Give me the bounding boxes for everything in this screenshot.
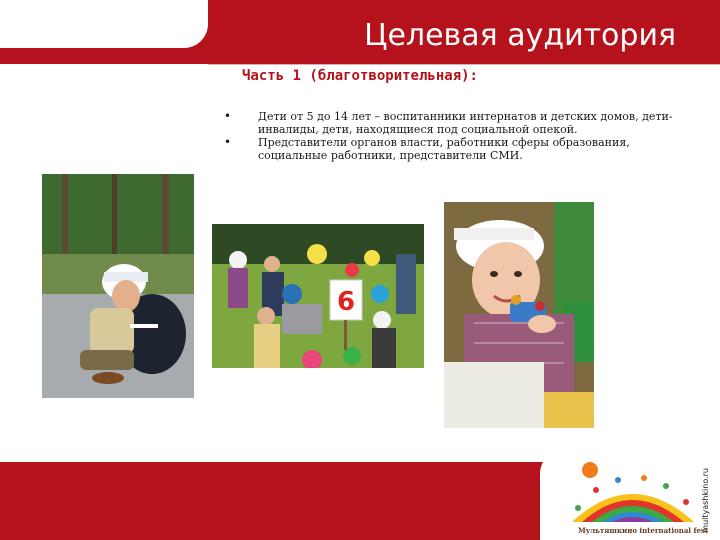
bullet-icon: •	[224, 109, 232, 123]
bullet-list	[216, 110, 676, 162]
photo-festival-crowd	[212, 224, 424, 368]
photo-festival-crowd-illustration	[212, 224, 424, 368]
section-subtitle: Часть 1 (благотворительная):	[241, 68, 478, 84]
bullet-text: Дети от 5 до 14 лет – воспитанники интернатов и детских домов, дети-инвалиды, дети, находящиеся под социальной опекой.	[258, 110, 673, 136]
bullet-item	[216, 110, 676, 136]
header-white-tab	[0, 0, 208, 48]
logo-url: multyashkino.ru	[701, 468, 710, 533]
sign-number: 6	[336, 287, 356, 317]
festival-logo	[566, 462, 712, 538]
slide-title: Целевая аудитория	[364, 18, 676, 53]
bullet-item	[216, 136, 676, 162]
photo-child-writing-illustration	[42, 174, 194, 398]
bullet-text: Представители органов власти, работники сферы образования, социальные работники, представители СМИ.	[258, 136, 630, 162]
photo-smiling-girl-illustration	[444, 202, 594, 428]
header-band	[0, 0, 720, 64]
photo-child-writing	[42, 174, 194, 398]
photo-smiling-girl	[444, 202, 594, 428]
header-underline	[208, 64, 720, 65]
logo-caption: Мультяшкино international fest	[578, 526, 709, 535]
bullet-icon: •	[224, 135, 232, 149]
